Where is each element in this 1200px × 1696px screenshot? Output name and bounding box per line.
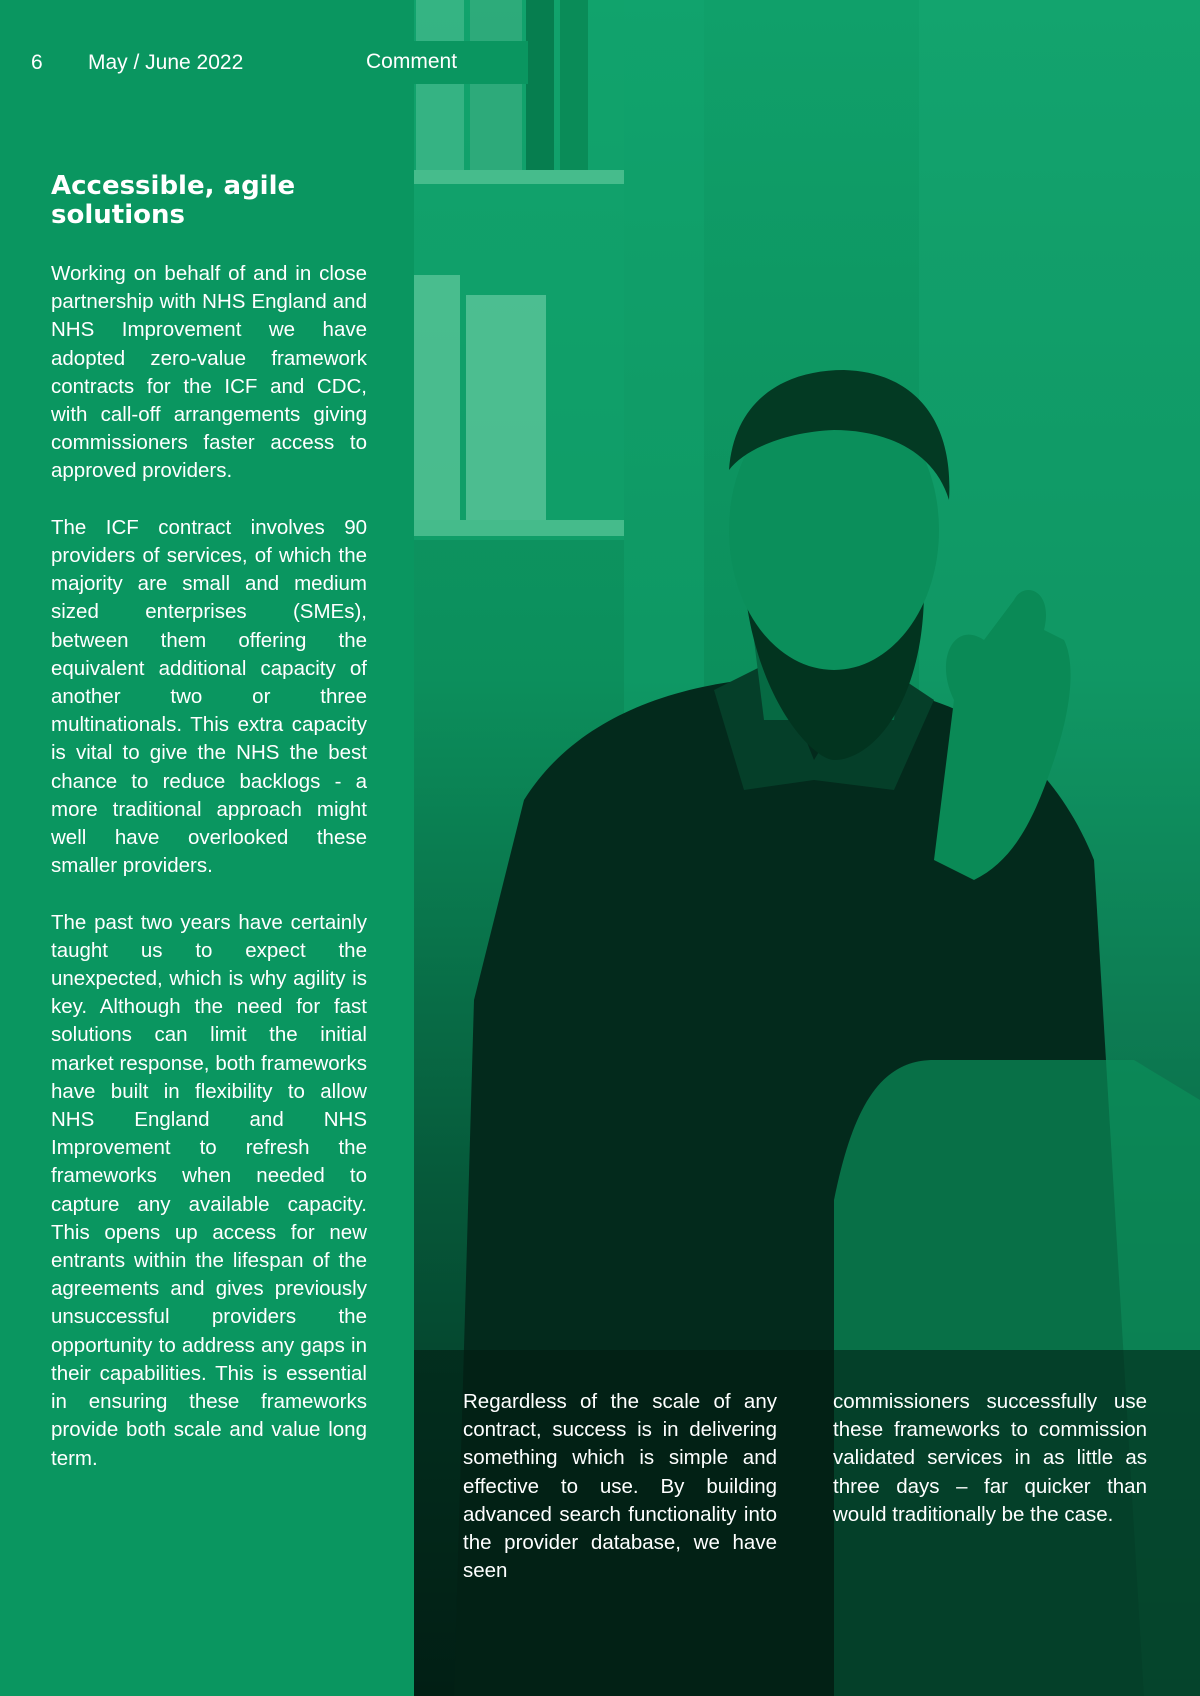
issue-date: May / June 2022 (88, 51, 244, 74)
paragraph: Working on behalf of and in close partnership with NHS England and NHS Improvement we have adopted zero-value framework contracts for the ICF and CDC, with call-off arrangements giving commissioners faster access to approved providers. (51, 262, 367, 483)
paragraph: The ICF contract involves 90 providers of services, of which the majority are small and medium sized enterprises (SMEs), between them offering the equivalent additional capacity of another two or three multinationals. This extra capacity is vital to give the NHS the best chance to reduce backlogs - a more traditional approach might well have overlooked these smaller providers. (51, 515, 367, 878)
section-tab-comment: Comment (352, 41, 528, 84)
section-heading: Accessible, agile solutions (51, 171, 296, 230)
paragraph: Regardless of the scale of any contract, success is in delivering something which is simple and effective to use. By building advanced search functionality into the provider database, we have seen (463, 1390, 777, 1583)
page-number: 6 (31, 51, 43, 74)
paragraph: The past two years have certainly taught us to expect the unexpected, which is why agility is key. Although the need for fast solutions can limit the initial market response, both frameworks have built in flexibility to allow NHS England and NHS Improvement to refresh the frameworks when needed to capture any available capacity. This opens up access for new entrants within the lifespan of the agreements and gives previously unsuccessful providers the opportunity to address any gaps in their capabilities. This is essential in ensuring these frameworks provide both scale and value long term. (51, 910, 367, 1470)
paragraph: commissioners successfully use these frameworks to commission validated services in as little as three days – far quicker than would traditionally be the case. (833, 1390, 1147, 1526)
left-column-text (51, 260, 367, 1501)
photo-column-two (833, 1388, 1147, 1557)
photo-column-one (463, 1388, 777, 1614)
